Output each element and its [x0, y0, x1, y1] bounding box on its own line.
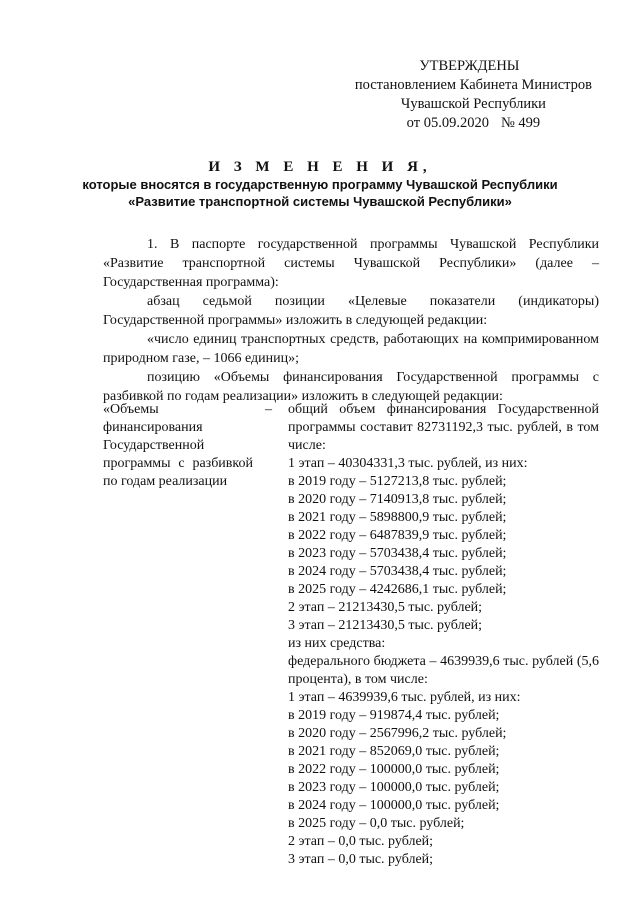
- funding-line: в 2024 году – 5703438,4 тыс. рублей;: [288, 564, 507, 579]
- funding-line: в 2022 году – 6487839,9 тыс. рублей;: [288, 528, 507, 543]
- intro-paragraph-1: 1. В паспорте государственной программы Чувашской Республики «Развитие транспортной системы Чувашской Республики» (далее – Государственная программа):: [103, 237, 599, 290]
- funding-total: общий объем финансирования Государственной программы составит 82731192,3 тыс. рублей, в том числе:: [288, 402, 599, 453]
- approval-title: УТВЕРЖДЕНЫ: [419, 58, 520, 74]
- approval-line-1: постановлением Кабинета Министров: [354, 77, 592, 93]
- document-heading: [0, 158, 640, 210]
- funding-line: в 2020 году – 7140913,8 тыс. рублей;: [288, 492, 507, 507]
- funding-line: в 2021 году – 852069,0 тыс. рублей;: [288, 744, 500, 759]
- approval-line-2: Чувашской Республики: [400, 96, 546, 112]
- funding-line: в 2025 году – 0,0 тыс. рублей;: [288, 816, 465, 831]
- funding-details: [288, 401, 599, 869]
- funding-line: 3 этап – 21213430,5 тыс. рублей;: [288, 618, 483, 633]
- funding-line: 1 этап – 4639939,6 тыс. рублей, из них:: [288, 690, 521, 705]
- funding-line: в 2020 году – 2567996,2 тыс. рублей;: [288, 726, 507, 741]
- approval-number: № 499: [500, 115, 541, 131]
- funding-line: в 2019 году – 919874,4 тыс. рублей;: [288, 708, 500, 723]
- intro-text: [103, 235, 599, 406]
- funding-dash: –: [265, 402, 272, 417]
- intro-paragraph-2: абзац седьмой позиции «Целевые показатели (индикаторы) Государственной программы» изложить в следующей редакции:: [103, 294, 599, 328]
- funding-federal: федерального бюджета – 4639939,6 тыс. рублей (5,6 процента), в том числе:: [288, 654, 599, 687]
- funding-line: в 2019 году – 5127213,8 тыс. рублей;: [288, 474, 507, 489]
- heading-line-1: которые вносятся в государственную программу Чувашской Республики: [82, 177, 558, 192]
- funding-position-label: «Объемы финансирования Государственной программы с разбивкой по годам реализации: [103, 402, 253, 489]
- approval-stamp: [355, 57, 592, 133]
- funding-line: в 2022 году – 100000,0 тыс. рублей;: [288, 762, 500, 777]
- funding-line: 3 этап – 0,0 тыс. рублей;: [288, 852, 434, 867]
- funding-line: в 2023 году – 100000,0 тыс. рублей;: [288, 780, 500, 795]
- intro-paragraph-4: позицию «Объемы финансирования Государственной программы с разбивкой по годам реализации» изложить в следующей редакции:: [103, 370, 599, 404]
- intro-paragraph-3: «число единиц транспортных средств, работающих на компримированном природном газе, – 1066 единиц»;: [103, 332, 599, 366]
- funding-line: 2 этап – 0,0 тыс. рублей;: [288, 834, 434, 849]
- approval-date: от 05.09.2020: [406, 115, 489, 131]
- approval-date-line: [355, 114, 592, 133]
- funding-line: в 2023 году – 5703438,4 тыс. рублей;: [288, 546, 507, 561]
- heading-line-2: «Развитие транспортной системы Чувашской Республики»: [128, 194, 512, 209]
- funding-line: в 2021 году – 5898800,9 тыс. рублей;: [288, 510, 507, 525]
- heading-title: И З М Е Н Е Н И Я,: [208, 159, 432, 175]
- funding-line: 2 этап – 21213430,5 тыс. рублей;: [288, 600, 483, 615]
- funding-line: в 2024 году – 100000,0 тыс. рублей;: [288, 798, 500, 813]
- funding-line: 1 этап – 40304331,3 тыс. рублей, из них:: [288, 456, 528, 471]
- funding-line: в 2025 году – 4242686,1 тыс. рублей;: [288, 582, 507, 597]
- funding-line: из них средства:: [288, 636, 386, 651]
